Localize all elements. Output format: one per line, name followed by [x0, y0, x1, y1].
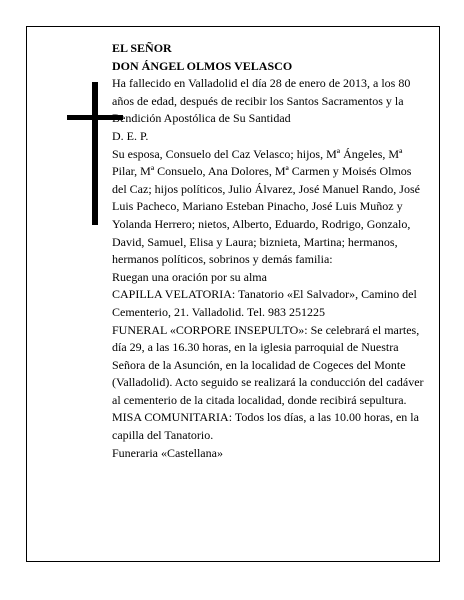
family-list: Su esposa, Consuelo del Caz Velasco; hijos, Mª Ángeles, Mª Pilar, Mª Consuelo, Ana Dolores, Mª Carmen y Moisés Olmos del Caz; hijos políticos, Julio Álvarez, José Manuel Rando, José Luis Pacheco, Mariano Esteban Pinacho, José Luis Muñoz y Yolanda Herrero; nietos, Alberto, Eduardo, Rodrigo, Gonzalo, David, Samuel, Elisa y Laura; biznieta, Martina; hermanos, hermanos políticos, sobrinos y demás familia: — [112, 146, 420, 267]
death-notice: Ha fallecido en Valladolid el día 28 de enero de 2013, a los 80 años de edad, después de recibir los Santos Sacramentos y la Bendición Apostólica de Su Santidad — [112, 76, 411, 126]
mass-info: MISA COMUNITARIA: Todos los días, a las 10.00 horas, en la capilla del Tanatorio. — [112, 410, 419, 443]
wake-info: CAPILLA VELATORIA: Tanatorio «El Salvador», Camino del Cementerio, 21. Valladolid. Tel. 983 251225 — [112, 287, 417, 319]
funeral-info: FUNERAL «CORPORE INSEPULTO»: Se celebrará el martes, día 29, a las 16.30 horas, en la iglesia parroquial de Nuestra Señora de la Asunción, en la localidad de Cogeces del Monte (Valladolid). Acto seguido se realizará la conducción del cadáver al cementerio de la citada localidad, donde recibirá sepultura. — [112, 322, 424, 407]
rip: D. E. P. — [112, 128, 149, 143]
cross-vertical-bar — [92, 82, 98, 225]
prayer-request: Ruegan una oración por su alma — [112, 269, 267, 284]
obituary-text — [112, 40, 426, 462]
funeral-home: Funeraria «Castellana» — [112, 445, 223, 460]
title-line-1: EL SEÑOR — [112, 41, 172, 55]
deceased-name: DON ÁNGEL OLMOS VELASCO — [112, 58, 293, 73]
